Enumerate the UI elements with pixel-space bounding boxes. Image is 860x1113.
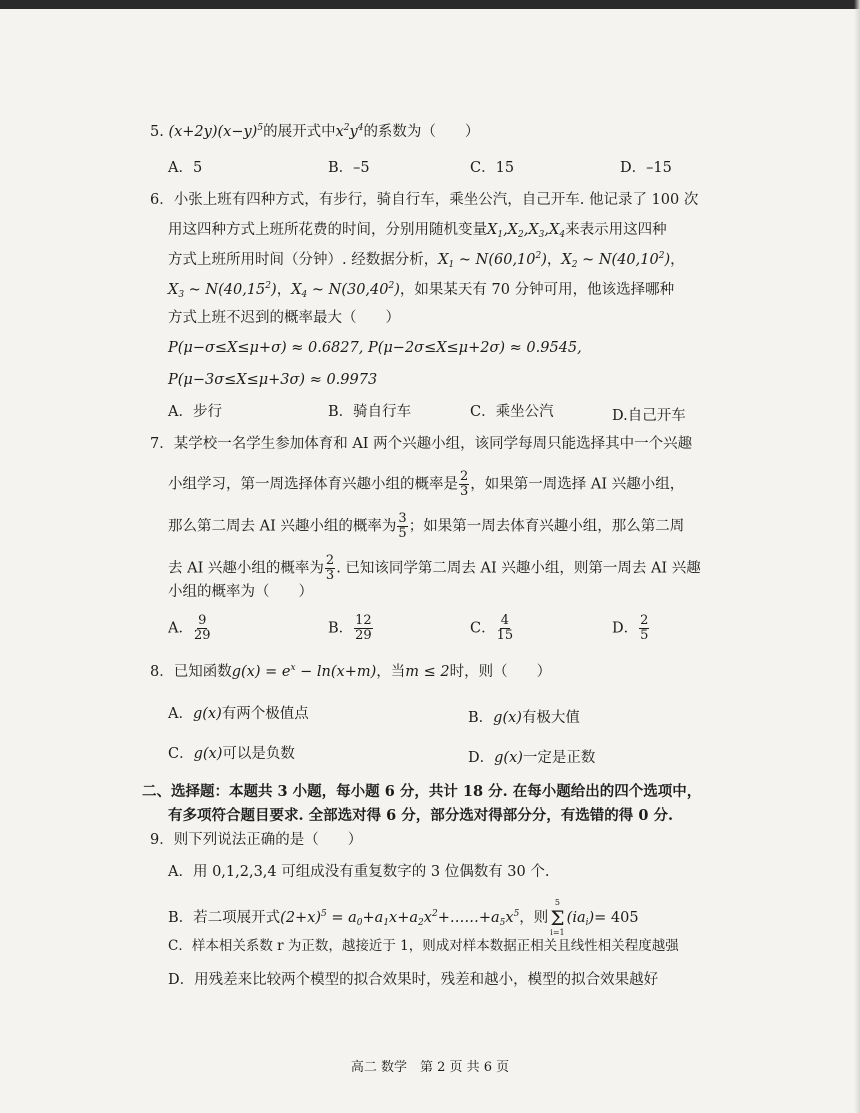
q5-option-a: A．5 bbox=[168, 160, 203, 176]
q5-option-c: C．15 bbox=[470, 160, 515, 176]
q7-option-a: A． $\frac{9}{29}$ bbox=[168, 613, 211, 643]
question-7-line-1: 7．某学校一名学生参加体育和 AI 两个兴趣小组，该同学每周只能选择其中一个兴趣 bbox=[150, 436, 693, 452]
q7-option-b: B． $\frac{12}{29}$ bbox=[328, 613, 372, 643]
q5-option-d: D．–15 bbox=[620, 160, 672, 176]
q7-option-c: C． $\frac{4}{15}$ bbox=[470, 613, 514, 643]
question-5-stem: 5. $(x+2y)(x-y)^5$的展开式中$x^2y^4$的系数为（ ） bbox=[150, 123, 480, 140]
q8-option-d: D．g(x)一定是正数 bbox=[468, 750, 596, 766]
q6-option-d: D.自己开车 bbox=[612, 408, 686, 424]
section-2-heading-line-1: 二、选择题：本题共 3 小题，每小题 6 分，共计 18 分. 在每小题给出的四个选项中， bbox=[142, 783, 702, 800]
question-7-line-3: 那么第二周去 AI 兴趣小组的概率为 $\frac{3}{5}$ ；如果第一周去体育兴趣小组，那么第二周 bbox=[168, 511, 685, 541]
question-6-line-4: $X_3$ ~ N(40,15$^2$)，$X_4$ ~ N(30,40$^2$)，如果某天有 70 分钟可用，他该选择哪种 bbox=[168, 281, 675, 300]
scan-top-border bbox=[0, 0, 860, 9]
q9-option-d: D．用残差来比较两个模型的拟合效果时，残差和越小，模型的拟合效果越好 bbox=[168, 972, 659, 988]
q7-option-d: D． $\frac{2}{5}$ bbox=[612, 613, 649, 643]
q8-option-a: A．g(x)有两个极值点 bbox=[168, 706, 309, 722]
question-6-line-2: 用这四种方式上班所花费的时间，分别用随机变量$X_1,X_2,X_3,X_4$来表示用这四种 bbox=[168, 222, 667, 240]
section-2-heading-line-2: 有多项符合题目要求. 全部选对得 6 分，部分选对得部分分，有选错的得 0 分. bbox=[168, 807, 674, 824]
q6-option-b: B．骑自行车 bbox=[328, 404, 412, 420]
fraction-2-3-second: $\frac{2}{3}$ bbox=[325, 553, 335, 583]
normal-prob-line-2: P(μ−3σ≤X≤μ+3σ) ≈ 0.9973 bbox=[168, 372, 378, 388]
q9-option-c: C．样本相关系数 r 为正数，越接近于 1，则成对样本数据正相关且线性相关程度越强 bbox=[168, 938, 679, 954]
question-6-line-3: 方式上班所用时间（分钟）. 经数据分析，$X_1$ ~ N(60,10$^2$)，$X_2$ ~ N(40,10$^2$)， bbox=[168, 251, 685, 270]
q6-option-a: A．步行 bbox=[168, 404, 222, 420]
q9-option-a: A．用 0,1,2,3,4 可组成没有重复数字的 3 位偶数有 30 个. bbox=[168, 864, 550, 880]
fraction-3-5: $\frac{3}{5}$ bbox=[398, 511, 407, 541]
q5-option-b: B．–5 bbox=[328, 160, 370, 176]
question-8-stem: 8．已知函数$g(x) = e^x - \ln(x+m)$，当m ≤ 2时，则（ ） bbox=[150, 663, 552, 680]
summation-symbol: 5 Σ i=1 bbox=[550, 898, 565, 937]
scan-edge-shadow bbox=[854, 0, 860, 1113]
normal-prob-line-1: P(μ−σ≤X≤μ+σ) ≈ 0.6827, P(μ−2σ≤X≤μ+2σ) ≈ 0.9545, bbox=[168, 340, 582, 356]
q8-option-c: C．g(x)可以是负数 bbox=[168, 746, 295, 762]
q6-option-c: C．乘坐公汽 bbox=[470, 404, 554, 420]
q9-option-b: B．若二项展开式$(2+x)^5$ = $a_0+a_1x+a_2x^2+\dots\dots+a_5x^5$，则 5 Σ i=1 $(ia_i)= 405$ bbox=[168, 898, 639, 937]
question-6-line-1: 6．小张上班有四种方式，有步行，骑自行车，乘坐公汽，自己开车. 他记录了 100 次 bbox=[150, 192, 699, 208]
fraction-2-3: $\frac{2}{3}$ bbox=[460, 469, 469, 499]
question-6-line-5: 方式上班不迟到的概率最大（ ） bbox=[168, 310, 400, 326]
question-7-line-5: 小组的概率为（ ） bbox=[168, 584, 313, 600]
question-7-line-4: 去 AI 兴趣小组的概率为 $\frac{2}{3}$ . 已知该同学第二周去 AI 兴趣小组，则第一周去 AI 兴趣 bbox=[168, 553, 701, 583]
page-footer: 高二 数学 第 2 页 共 6 页 bbox=[350, 1060, 510, 1075]
question-7-line-2: 小组学习，第一周选择体育兴趣小组的概率是 $\frac{2}{3}$ ，如果第一周选择 AI 兴趣小组， bbox=[168, 469, 685, 499]
question-9-stem: 9．则下列说法正确的是（ ） bbox=[150, 832, 363, 848]
q8-option-b: B．g(x)有极大值 bbox=[468, 710, 580, 726]
